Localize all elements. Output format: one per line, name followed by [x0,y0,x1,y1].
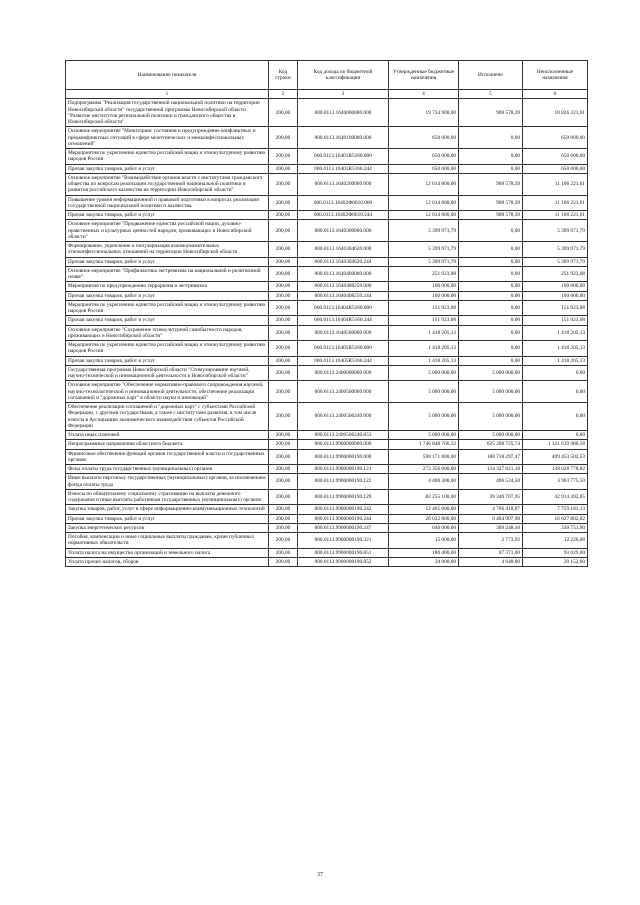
row-line-code: 200,00 [269,220,298,242]
row-unexecuted-amount: 151 923,08 [523,300,588,316]
table-row [66,316,588,325]
row-approved-amount: 650 000,00 [389,164,459,173]
row-executed-amount: 625 208 725,74 [459,440,523,449]
table-row [66,291,588,300]
row-unexecuted-amount: 138 028 778,82 [523,465,588,474]
column-number: 5 [459,90,523,99]
row-name: Основное мероприятие "Сохранение этнокультурной самобытности народов, проживающих в Новосибирской области" [66,325,269,341]
row-unexecuted-amount: 5 399 971,79 [523,257,588,266]
table-row [66,211,588,220]
row-line-code: 200,00 [269,523,298,532]
row-approved-amount: 1 418 205,13 [389,341,459,357]
row-income-code: 000.0113.9900000000.000 [298,440,389,449]
row-income-code: 000.0113.1640500000.000 [298,325,389,341]
row-line-code: 200,00 [269,257,298,266]
row-line-code: 200,00 [269,548,298,557]
row-line-code: 200,00 [269,403,298,431]
row-executed-amount: 4 648,00 [459,557,523,566]
row-income-code: 000.0113.9900000190.000 [298,449,389,465]
row-unexecuted-amount: 93 029,00 [523,548,588,557]
row-income-code: 000.0113.16405R5160.244 [298,356,389,365]
row-name: Прочая закупка товаров, работ и услуг [66,291,269,300]
row-name: Прочая закупка товаров, работ и услуг [66,211,269,220]
table-row [66,257,588,266]
row-name: Фонд оплаты труда государственных (муниципальных) органов [66,465,269,474]
table-row [66,403,588,431]
row-income-code: 000.0113.9900000190.242 [298,505,389,514]
row-executed-amount: 0,00 [459,325,523,341]
row-line-code: 200,00 [269,557,298,566]
row-approved-amount: 650 000,00 [389,149,459,165]
table-row [66,282,588,291]
row-executed-amount: 39 340 707,95 [459,489,523,505]
row-name: Уплата прочих налогов, сборов [66,557,269,566]
column-header-line-code: Код строки [269,61,298,90]
row-income-code: 000.0113.1640304620.244 [298,257,389,266]
row-income-code: 000.0113.16404R5160.244 [298,316,389,325]
row-unexecuted-amount: 251 923,08 [523,266,588,282]
row-executed-amount: 908 578,39 [459,173,523,195]
column-header-income-code: Код дохода по бюджетной классификации [298,61,389,90]
row-name: Уплата налога на имущество организаций и земельного налога [66,548,269,557]
row-income-code: 000.0113.9900000190.247 [298,523,389,532]
row-unexecuted-amount: 11 106 221,61 [523,173,588,195]
row-executed-amount: 0,00 [459,341,523,357]
row-name: Государственная программа Новосибирской области "Стимулирование научной, научно-технической и инновационной деятельности в Новосибирской области" [66,365,269,381]
row-approved-amount: 5 399 971,79 [389,220,459,242]
row-unexecuted-amount: 1 418 205,13 [523,341,588,357]
budget-execution-table [65,60,588,567]
row-executed-amount: 309 248,10 [459,523,523,532]
row-approved-amount: 26 032 800,00 [389,514,459,523]
row-executed-amount: 134 327 821,18 [459,465,523,474]
row-name: Прочая закупка товаров, работ и услуг [66,356,269,365]
row-executed-amount: 0,00 [459,220,523,242]
row-unexecuted-amount: 7 759 181,13 [523,505,588,514]
row-unexecuted-amount: 16 627 802,02 [523,514,588,523]
page-number: 37 [317,872,323,878]
row-name: Закупка энергетических ресурсов [66,523,269,532]
row-line-code: 200,00 [269,282,298,291]
row-executed-amount: 0,00 [459,282,523,291]
row-line-code: 200,00 [269,211,298,220]
row-approved-amount: 598 171 800,00 [389,449,459,465]
row-name: Основное мероприятие "Профилактика экстремизма на национальной и религиозной почве" [66,266,269,282]
row-approved-amount: 12 014 800,00 [389,195,459,211]
row-name: Основное мероприятие "Мониторинг состояния и предупреждение конфликтных и предконфликтных ситуаций в сфере межэтнических и межконфессиональных отношений" [66,127,269,149]
row-unexecuted-amount: 0,00 [523,365,588,381]
row-executed-amount: 5 000 000,00 [459,365,523,381]
row-line-code: 200,00 [269,431,298,440]
row-approved-amount: 650 000,00 [389,127,459,149]
table-row [66,505,588,514]
table-row [66,381,588,403]
column-number-row [66,90,588,99]
row-unexecuted-amount: 1 418 205,13 [523,325,588,341]
header-row [66,61,588,90]
row-line-code: 200,00 [269,356,298,365]
row-approved-amount: 100 000,00 [389,291,459,300]
row-approved-amount: 5 000 000,00 [389,365,459,381]
table-row [66,523,588,532]
row-approved-amount: 5 000 000,00 [389,381,459,403]
row-unexecuted-amount: 0,00 [523,381,588,403]
row-unexecuted-amount: 650 000,00 [523,127,588,149]
row-unexecuted-amount: 1 418 205,13 [523,356,588,365]
table-row [66,164,588,173]
row-income-code: 000.0113.1640100000.000 [298,127,389,149]
row-unexecuted-amount: 3 903 775,50 [523,474,588,490]
row-approved-amount: 5 399 971,79 [389,257,459,266]
row-income-code: 000.0113.9900000190.121 [298,465,389,474]
table-row [66,220,588,242]
budget-execution-table-container [65,60,587,567]
row-name: Повышение уровня информационной и правовой подготовки в вопросах реализации государственной национальной политики и казачества. [66,195,269,211]
column-header-unexecuted: Неисполненные назначения [523,61,588,90]
row-approved-amount: 5 000 000,00 [389,431,459,440]
row-income-code: 000.0113.9900000190.122 [298,474,389,490]
row-name: Обеспечение реализации соглашений и "дорожных карт" с субъектами Российской Федерации, с другими государствами, а также с институтами развития, в том числе взносы в Ассоциацию экономического взаимодействия субъектов Российской Федерации [66,403,269,431]
table-row [66,341,588,357]
row-name: Мероприятия по укреплению единства российской нации и этнокультурному развитию народов России [66,341,269,357]
row-approved-amount: 12 465 600,00 [389,505,459,514]
table-row [66,266,588,282]
row-unexecuted-amount: 330 751,90 [523,523,588,532]
row-income-code: 000.0113.1640000000.000 [298,99,389,127]
row-line-code: 200,00 [269,514,298,523]
row-income-code: 000.0113.2400506240.000 [298,403,389,431]
row-income-code: 000.0113.9900000190.852 [298,557,389,566]
row-approved-amount: 251 923,08 [389,266,459,282]
column-header-approved: Утвержденные бюджетные назначения [389,61,459,90]
row-approved-amount: 15 000,00 [389,533,459,549]
row-executed-amount: 87 371,00 [459,548,523,557]
table-row [66,127,588,149]
row-line-code: 200,00 [269,365,298,381]
row-executed-amount: 908 578,39 [459,195,523,211]
column-number: 3 [298,90,389,99]
row-executed-amount: 0,00 [459,242,523,258]
table-row [66,300,588,316]
row-line-code: 200,00 [269,440,298,449]
table-row [66,173,588,195]
table-row [66,149,588,165]
row-unexecuted-amount: 0,00 [523,403,588,431]
row-executed-amount: 908 578,39 [459,99,523,127]
table-row [66,557,588,566]
row-executed-amount: 0,00 [459,316,523,325]
row-unexecuted-amount: 11 106 221,61 [523,211,588,220]
row-line-code: 200,00 [269,291,298,300]
column-number: 2 [269,90,298,99]
column-header-executed: Исполнено [459,61,523,90]
row-name: Взносы по обязательному социальному страхованию на выплаты денежного содержания и иные выплаты работникам государственных (муниципальных) органов [66,489,269,505]
row-approved-amount: 24 800,00 [389,557,459,566]
row-line-code: 200,00 [269,99,298,127]
table-row [66,365,588,381]
row-name: Прочая закупка товаров, работ и услуг [66,514,269,523]
row-line-code: 200,00 [269,381,298,403]
row-approved-amount: 180 400,00 [389,548,459,557]
table-row [66,465,588,474]
row-approved-amount: 19 734 900,00 [389,99,459,127]
row-unexecuted-amount: 18 826 321,61 [523,99,588,127]
row-executed-amount: 0,00 [459,291,523,300]
table-row [66,449,588,465]
table-row [66,195,588,211]
row-unexecuted-amount: 11 106 221,61 [523,195,588,211]
row-income-code: 000.0113.16404R5160.000 [298,300,389,316]
row-approved-amount: 12 014 800,00 [389,211,459,220]
row-executed-amount: 5 000 000,00 [459,381,523,403]
row-unexecuted-amount: 5 399 971,79 [523,242,588,258]
row-unexecuted-amount: 100 000,00 [523,282,588,291]
row-income-code: 000.0113.16402Ф0610.244 [298,211,389,220]
table-row [66,440,588,449]
row-approved-amount: 1 418 205,13 [389,325,459,341]
row-approved-amount: 12 014 800,00 [389,173,459,195]
row-name: Уплата иных платежей [66,431,269,440]
table-row [66,356,588,365]
row-executed-amount: 5 000 000,00 [459,403,523,431]
row-unexecuted-amount: 0,00 [523,431,588,440]
row-line-code: 200,00 [269,195,298,211]
row-unexecuted-amount: 151 923,08 [523,316,588,325]
row-income-code: 000.0113.9900000190.321 [298,533,389,549]
column-number: 1 [66,90,269,99]
row-income-code: 000.0113.2400500000.000 [298,381,389,403]
row-executed-amount: 0,00 [459,257,523,266]
row-executed-amount: 2 773,92 [459,533,523,549]
row-income-code: 000.0113.1640400000.000 [298,266,389,282]
column-number: 4 [389,90,459,99]
row-executed-amount: 4 706 418,87 [459,505,523,514]
row-executed-amount: 0,00 [459,164,523,173]
row-unexecuted-amount: 650 000,00 [523,149,588,165]
table-row [66,489,588,505]
row-name: Непрограммные направления областного бюджета [66,440,269,449]
row-line-code: 200,00 [269,300,298,316]
row-line-code: 200,00 [269,533,298,549]
row-approved-amount: 5 399 971,79 [389,242,459,258]
row-income-code: 000.0113.2400506240.853 [298,431,389,440]
table-row [66,242,588,258]
row-unexecuted-amount: 20 152,00 [523,557,588,566]
table-row [66,548,588,557]
row-approved-amount: 82 255 100,00 [389,489,459,505]
row-line-code: 200,00 [269,164,298,173]
row-name: Иные выплаты персоналу государственных (муниципальных) органов, за исключением фонда оплаты труда [66,474,269,490]
table-row [66,533,588,549]
row-line-code: 200,00 [269,505,298,514]
row-income-code: 000.0113.16401R5160.000 [298,149,389,165]
row-income-code: 000.0113.1640300000.000 [298,220,389,242]
row-unexecuted-amount: 5 399 971,79 [523,220,588,242]
row-approved-amount: 100 000,00 [389,282,459,291]
row-executed-amount: 0,00 [459,149,523,165]
row-line-code: 200,00 [269,489,298,505]
row-line-code: 200,00 [269,465,298,474]
row-approved-amount: 272 356 600,00 [389,465,459,474]
row-line-code: 200,00 [269,173,298,195]
row-unexecuted-amount: 1 121 639 980,58 [523,440,588,449]
row-income-code: 000.0113.1640408250.000 [298,282,389,291]
row-name: Прочая закупка товаров, работ и услуг [66,316,269,325]
row-income-code: 000.0113.1640408250.244 [298,291,389,300]
row-name: Подпрограмма "Реализация государственной национальной политики на территории Новосибирской области" государственной программы Новосибирской области "Развитие институтов региональной политики и гражданского общества в Новосибирской области" [66,99,269,127]
row-name: Мероприятия по предупреждению терроризма и экстремизма [66,282,269,291]
row-line-code: 200,00 [269,242,298,258]
row-income-code: 000.0113.16405R5160.000 [298,341,389,357]
row-name: Прочая закупка товаров, работ и услуг [66,257,269,266]
row-executed-amount: 0,00 [459,127,523,149]
row-executed-amount: 496 524,50 [459,474,523,490]
row-name: Финансовое обеспечение функций органов государственной власти и государственных органов [66,449,269,465]
row-name: Основное мероприятие "Взаимодействие органов власти с институтами гражданского общества по вопросам реализации государственной национальной политики и развития российского казачества на территории Новосибирской области" [66,173,269,195]
row-name: Основное мероприятие "Обеспечение нормативно-правового сопровождения научной, научно-технологической и инновационной деятельности, обеспечение реализации соглашений и "дорожных карт" в области науки и инноваций" [66,381,269,403]
row-unexecuted-amount: 100 000,00 [523,291,588,300]
row-executed-amount: 0,00 [459,300,523,316]
row-unexecuted-amount: 12 226,08 [523,533,588,549]
row-name: Пособия, компенсации и иные социальные выплаты гражданам, кроме публичных нормативных обязательств [66,533,269,549]
row-name: Закупка товаров, работ, услуг в сфере информационно-коммуникационных технологий [66,505,269,514]
row-approved-amount: 640 000,00 [389,523,459,532]
row-income-code: 000.0113.9900000190.851 [298,548,389,557]
row-income-code: 000.0113.9900000190.129 [298,489,389,505]
row-approved-amount: 1 418 205,13 [389,356,459,365]
row-executed-amount: 908 578,39 [459,211,523,220]
row-income-code: 000.0113.1640200000.000 [298,173,389,195]
row-approved-amount: 151 923,08 [389,300,459,316]
row-line-code: 200,00 [269,266,298,282]
row-income-code: 000.0113.16402Ф0610.000 [298,195,389,211]
row-unexecuted-amount: 42 914 392,05 [523,489,588,505]
row-line-code: 200,00 [269,316,298,325]
row-line-code: 200,00 [269,474,298,490]
table-row [66,474,588,490]
column-header-indicator: Наименование показателя [66,61,269,90]
row-line-code: 200,00 [269,325,298,341]
row-name: Основное мероприятие "Продвижение единства российской нации, духовно-нравственных и культурных ценностей народов, проживающих в Новосибирской области" [66,220,269,242]
table-row [66,99,588,127]
row-executed-amount: 0,00 [459,356,523,365]
row-name: Формирование, укрепление и популяризация взаимоуважительных этноконфессиональных отношений на территории Новосибирской области [66,242,269,258]
row-name: Прочая закупка товаров, работ и услуг [66,164,269,173]
table-row [66,325,588,341]
row-name: Мероприятия по укреплению единства российской нации и этнокультурному развитию народов России [66,149,269,165]
row-line-code: 200,00 [269,449,298,465]
column-number: 6 [523,90,588,99]
row-approved-amount: 4 400 300,00 [389,474,459,490]
row-income-code: 000.0113.2400000000.000 [298,365,389,381]
table-row [66,514,588,523]
table-body [66,99,588,567]
row-line-code: 200,00 [269,341,298,357]
row-executed-amount: 0,00 [459,266,523,282]
row-line-code: 200,00 [269,127,298,149]
row-line-code: 200,00 [269,149,298,165]
row-approved-amount: 151 923,08 [389,316,459,325]
row-approved-amount: 1 746 848 706,32 [389,440,459,449]
row-executed-amount: 5 000 000,00 [459,431,523,440]
row-unexecuted-amount: 650 000,00 [523,164,588,173]
row-income-code: 000.0113.1640304620.000 [298,242,389,258]
row-approved-amount: 5 000 000,00 [389,403,459,431]
row-unexecuted-amount: 409 453 502,53 [523,449,588,465]
row-name: Мероприятия по укреплению единства российской нации и этнокультурному развитию народов России [66,300,269,316]
row-income-code: 000.0113.16401R5160.244 [298,164,389,173]
row-income-code: 000.0113.9900000190.244 [298,514,389,523]
row-executed-amount: 9 404 997,98 [459,514,523,523]
table-row [66,431,588,440]
row-executed-amount: 188 718 297,47 [459,449,523,465]
